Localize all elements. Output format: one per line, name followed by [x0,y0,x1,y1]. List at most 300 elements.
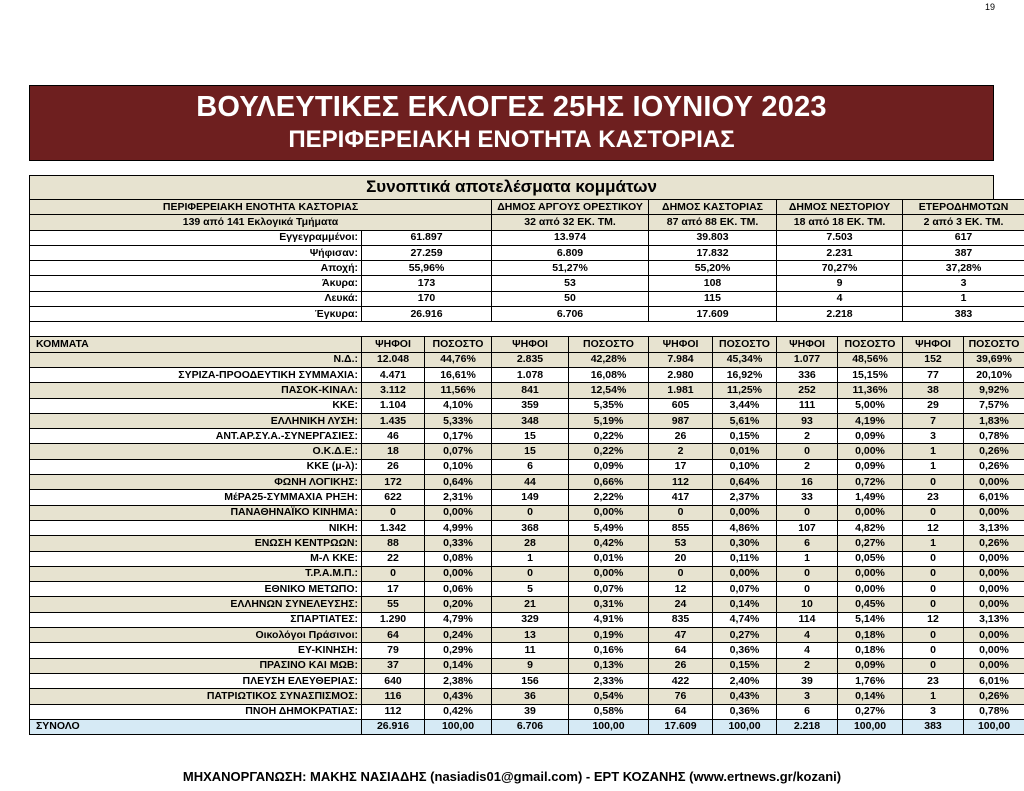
party-votes: 3.112 [362,383,425,398]
summary-value: 17.609 [649,307,777,322]
summary-value: 51,27% [492,261,649,276]
party-percent: 0,36% [713,643,777,658]
party-percent: 0,72% [838,475,903,490]
party-percent: 0,26% [964,536,1024,551]
party-percent: 16,61% [425,367,492,382]
summary-row [30,230,1024,245]
party-row [30,459,1024,474]
party-votes: 39 [492,704,569,719]
party-percent: 0,27% [838,536,903,551]
summary-value: 13.974 [492,230,649,245]
votes-header: ΨΗΦΟΙ [492,337,569,352]
party-votes: 23 [903,673,964,688]
party-row [30,566,1024,581]
party-votes: 1 [903,536,964,551]
party-percent: 0,00% [713,505,777,520]
percent-header: ΠΟΣΟΣΤΟ [713,337,777,352]
summary-value: 9 [777,276,903,291]
summary-value: 108 [649,276,777,291]
party-percent: 3,44% [713,398,777,413]
party-percent: 0,64% [713,475,777,490]
party-votes: 4 [777,643,838,658]
summary-value: 617 [903,230,1024,245]
party-percent: 0,14% [713,597,777,612]
summary-value: 55,20% [649,261,777,276]
summary-value: 70,27% [777,261,903,276]
party-votes: 1.290 [362,612,425,627]
party-votes: 156 [492,673,569,688]
party-percent: 3,13% [964,520,1024,535]
region-name: ΔΗΜΟΣ ΝΕΣΤΟΡΙΟΥ [777,200,903,215]
summary-value: 3 [903,276,1024,291]
party-votes: 252 [777,383,838,398]
section-title: Συνοπτικά αποτελέσματα κομμάτων [29,175,994,199]
party-votes: 0 [649,505,713,520]
party-percent: 0,42% [425,704,492,719]
party-votes: 36 [492,689,569,704]
party-row [30,505,1024,520]
party-votes: 0 [903,551,964,566]
party-percent: 0,00% [964,643,1024,658]
summary-label: Λευκά: [30,291,362,306]
party-votes: 1.078 [492,367,569,382]
votes-header: ΨΗΦΟΙ [649,337,713,352]
party-percent: 0,43% [425,689,492,704]
party-votes: 10 [777,597,838,612]
party-percent: 4,19% [838,413,903,428]
party-percent: 5,33% [425,413,492,428]
total-percent: 100,00 [964,719,1024,734]
party-percent: 0,29% [425,643,492,658]
party-percent: 0,07% [569,582,649,597]
party-percent: 2,40% [713,673,777,688]
region-sub: 32 από 32 ΕΚ. ΤΜ. [492,215,649,230]
party-percent: 0,00% [425,566,492,581]
total-row [30,719,1024,734]
summary-value: 2.218 [777,307,903,322]
party-percent: 48,56% [838,352,903,367]
party-votes: 37 [362,658,425,673]
region-header-row [30,200,1024,215]
party-row [30,551,1024,566]
party-votes: 77 [903,367,964,382]
party-votes: 1.342 [362,520,425,535]
party-votes: 28 [492,536,569,551]
summary-value: 53 [492,276,649,291]
summary-label: Ψήφισαν: [30,245,362,260]
party-percent: 0,00% [964,597,1024,612]
party-row [30,429,1024,444]
party-votes: 1.435 [362,413,425,428]
party-votes: 15 [492,444,569,459]
party-row [30,704,1024,719]
party-votes: 12 [903,520,964,535]
party-percent: 42,28% [569,352,649,367]
party-votes: 841 [492,383,569,398]
party-votes: 0 [903,658,964,673]
summary-value: 115 [649,291,777,306]
party-votes: 114 [777,612,838,627]
votes-header: ΨΗΦΟΙ [362,337,425,352]
party-percent: 1,49% [838,490,903,505]
party-votes: 13 [492,628,569,643]
party-percent: 6,01% [964,673,1024,688]
party-votes: 0 [362,505,425,520]
summary-label: Εγγεγραμμένοι: [30,230,362,245]
party-votes: 33 [777,490,838,505]
page-number: 19 [985,2,996,12]
summary-value: 7.503 [777,230,903,245]
party-row [30,383,1024,398]
party-votes: 22 [362,551,425,566]
party-row [30,367,1024,382]
party-votes: 987 [649,413,713,428]
party-votes: 18 [362,444,425,459]
party-percent: 11,36% [838,383,903,398]
party-percent: 5,00% [838,398,903,413]
party-percent: 4,99% [425,520,492,535]
party-votes: 640 [362,673,425,688]
party-percent: 12,54% [569,383,649,398]
party-name: ΠΑΝΑΘΗΝΑΪΚΟ ΚΙΝΗΜΑ: [30,505,362,520]
party-votes: 172 [362,475,425,490]
party-votes: 1 [903,459,964,474]
party-votes: 44 [492,475,569,490]
party-percent: 0,18% [838,628,903,643]
party-percent: 0,27% [713,628,777,643]
total-votes: 6.706 [492,719,569,734]
footer-credits: ΜΗΧΑΝΟΡΓΑΝΩΣΗ: ΜΑΚΗΣ ΝΑΣΙΑΔΗΣ (nasiadis01@gmail.com) - ΕΡΤ ΚΟΖΑΝΗΣ (www.ertnews.gr/kozani) [182,769,842,784]
party-percent: 0,00% [964,551,1024,566]
party-percent: 0,43% [713,689,777,704]
party-votes: 47 [649,628,713,643]
total-votes: 383 [903,719,964,734]
party-votes: 2.980 [649,367,713,382]
party-percent: 0,00% [713,566,777,581]
summary-value: 26.916 [362,307,492,322]
party-percent: 11,56% [425,383,492,398]
party-votes: 152 [903,352,964,367]
party-votes: 0 [903,505,964,520]
party-votes: 3 [903,429,964,444]
party-percent: 0,08% [425,551,492,566]
party-votes: 111 [777,398,838,413]
party-row [30,612,1024,627]
party-percent: 0,01% [713,444,777,459]
party-votes: 4.471 [362,367,425,382]
party-votes: 336 [777,367,838,382]
party-percent: 0,33% [425,536,492,551]
party-percent: 0,10% [713,459,777,474]
party-votes: 26 [649,429,713,444]
party-name: ΚΚΕ (μ-λ): [30,459,362,474]
summary-value: 37,28% [903,261,1024,276]
party-votes: 64 [362,628,425,643]
percent-header: ΠΟΣΟΣΤΟ [838,337,903,352]
party-votes: 0 [492,566,569,581]
party-name: ΠΝΟΗ ΔΗΜΟΚΡΑΤΙΑΣ: [30,704,362,719]
party-votes: 76 [649,689,713,704]
party-votes: 348 [492,413,569,428]
party-percent: 0,11% [713,551,777,566]
party-votes: 0 [903,628,964,643]
party-votes: 4 [777,628,838,643]
summary-value: 55,96% [362,261,492,276]
party-row [30,582,1024,597]
party-votes: 0 [903,597,964,612]
parties-header: ΚΟΜΜΑΤΑ [30,337,362,352]
party-percent: 0,14% [838,689,903,704]
party-percent: 0,78% [964,429,1024,444]
party-votes: 2 [777,658,838,673]
party-percent: 16,08% [569,367,649,382]
party-row [30,628,1024,643]
party-percent: 0,58% [569,704,649,719]
party-percent: 2,37% [713,490,777,505]
party-votes: 79 [362,643,425,658]
party-percent: 7,57% [964,398,1024,413]
party-percent: 6,01% [964,490,1024,505]
party-votes: 26 [649,658,713,673]
party-name: ΕΘΝΙΚΟ ΜΕΤΩΠΟ: [30,582,362,597]
party-name: ΠΑΣΟΚ-ΚΙΝΑΛ: [30,383,362,398]
party-votes: 6 [777,704,838,719]
party-percent: 0,42% [569,536,649,551]
party-percent: 0,00% [569,505,649,520]
summary-row [30,276,1024,291]
summary-value: 2.231 [777,245,903,260]
party-votes: 0 [903,582,964,597]
party-percent: 0,66% [569,475,649,490]
summary-value: 1 [903,291,1024,306]
party-percent: 0,14% [425,658,492,673]
total-percent: 100,00 [569,719,649,734]
party-votes: 0 [492,505,569,520]
summary-row [30,261,1024,276]
party-percent: 0,18% [838,643,903,658]
party-percent: 0,00% [964,582,1024,597]
party-percent: 0,31% [569,597,649,612]
total-votes: 26.916 [362,719,425,734]
party-votes: 0 [903,643,964,658]
party-row [30,536,1024,551]
party-votes: 15 [492,429,569,444]
party-votes: 53 [649,536,713,551]
party-percent: 0,45% [838,597,903,612]
region-sub: 2 από 3 ΕΚ. ΤΜ. [903,215,1024,230]
party-row [30,413,1024,428]
party-votes: 1 [777,551,838,566]
party-percent: 0,24% [425,628,492,643]
summary-value: 383 [903,307,1024,322]
party-percent: 0,64% [425,475,492,490]
region-name: ΔΗΜΟΣ ΑΡΓΟΥΣ ΟΡΕΣΤΙΚΟΥ [492,200,649,215]
summary-value: 6.706 [492,307,649,322]
party-percent: 0,15% [713,429,777,444]
party-percent: 0,09% [838,658,903,673]
party-votes: 16 [777,475,838,490]
page-subtitle: ΠΕΡΙΦΕΡΕΙΑΚΗ ΕΝΟΤΗΤΑ ΚΑΣΤΟΡΙΑΣ [288,126,735,153]
party-votes: 3 [777,689,838,704]
party-votes: 0 [777,582,838,597]
summary-label: Αποχή: [30,261,362,276]
party-votes: 7 [903,413,964,428]
party-votes: 93 [777,413,838,428]
region-name: ΔΗΜΟΣ ΚΑΣΤΟΡΙΑΣ [649,200,777,215]
region-sub: 18 από 18 ΕΚ. ΤΜ. [777,215,903,230]
party-percent: 9,92% [964,383,1024,398]
party-row [30,444,1024,459]
party-votes: 39 [777,673,838,688]
party-name: Ο.Κ.Δ.Ε.: [30,444,362,459]
page-title: ΒΟΥΛΕΥΤΙΚΕΣ ΕΚΛΟΓΕΣ 25ΗΣ ΙΟΥΝΙΟΥ 2023 [196,91,827,123]
region-sub-row [30,215,1024,230]
summary-value: 50 [492,291,649,306]
party-votes: 26 [362,459,425,474]
party-percent: 4,79% [425,612,492,627]
party-percent: 0,00% [838,566,903,581]
party-votes: 1 [492,551,569,566]
party-votes: 64 [649,643,713,658]
party-row [30,398,1024,413]
total-percent: 100,00 [838,719,903,734]
summary-value: 170 [362,291,492,306]
party-votes: 5 [492,582,569,597]
party-votes: 0 [903,475,964,490]
party-percent: 0,00% [964,628,1024,643]
party-votes: 6 [492,459,569,474]
summary-value: 387 [903,245,1024,260]
party-percent: 0,78% [964,704,1024,719]
party-percent: 0,22% [569,429,649,444]
party-percent: 2,22% [569,490,649,505]
party-name: ΠΡΑΣΙΝΟ ΚΑΙ ΜΩΒ: [30,658,362,673]
party-votes: 64 [649,704,713,719]
party-votes: 605 [649,398,713,413]
party-votes: 0 [362,566,425,581]
votes-header: ΨΗΦΟΙ [777,337,838,352]
party-votes: 0 [649,566,713,581]
party-name: ΚΚΕ: [30,398,362,413]
party-percent: 0,00% [569,566,649,581]
party-percent: 0,36% [713,704,777,719]
party-percent: 0,19% [569,628,649,643]
party-percent: 5,49% [569,520,649,535]
party-percent: 4,10% [425,398,492,413]
party-name: ΣΠΑΡΤΙΑΤΕΣ: [30,612,362,627]
party-votes: 107 [777,520,838,535]
party-percent: 0,54% [569,689,649,704]
total-percent: 100,00 [713,719,777,734]
party-percent: 45,34% [713,352,777,367]
party-percent: 20,10% [964,367,1024,382]
party-percent: 11,25% [713,383,777,398]
party-votes: 6 [777,536,838,551]
party-row [30,352,1024,367]
party-percent: 0,05% [838,551,903,566]
total-label: ΣΥΝΟΛΟ [30,719,362,734]
party-percent: 16,92% [713,367,777,382]
party-votes: 2 [649,444,713,459]
party-votes: 359 [492,398,569,413]
party-percent: 0,07% [713,582,777,597]
party-percent: 0,15% [713,658,777,673]
total-percent: 100,00 [425,719,492,734]
party-votes: 1.104 [362,398,425,413]
summary-value: 4 [777,291,903,306]
party-votes: 24 [649,597,713,612]
party-votes: 0 [777,444,838,459]
party-votes: 0 [777,505,838,520]
party-name: ΜέΡΑ25-ΣΥΜΜΑΧΙΑ ΡΗΞΗ: [30,490,362,505]
party-votes: 46 [362,429,425,444]
summary-value: 27.259 [362,245,492,260]
votes-header: ΨΗΦΟΙ [903,337,964,352]
party-percent: 0,00% [964,658,1024,673]
party-votes: 17 [362,582,425,597]
party-name: ΠΑΤΡΙΩΤΙΚΟΣ ΣΥΝΑΣΠΙΣΜΟΣ: [30,689,362,704]
party-name: Ν.Δ.: [30,352,362,367]
party-votes: 0 [903,566,964,581]
title-banner [29,85,994,161]
party-percent: 1,76% [838,673,903,688]
party-percent: 0,09% [838,429,903,444]
party-row [30,520,1024,535]
party-votes: 2.835 [492,352,569,367]
total-votes: 17.609 [649,719,713,734]
party-votes: 1.077 [777,352,838,367]
party-votes: 622 [362,490,425,505]
party-name: Τ.Ρ.Α.Μ.Π.: [30,566,362,581]
party-percent: 0,20% [425,597,492,612]
party-percent: 44,76% [425,352,492,367]
party-votes: 417 [649,490,713,505]
party-row [30,643,1024,658]
party-votes: 855 [649,520,713,535]
summary-value: 173 [362,276,492,291]
summary-label: Άκυρα: [30,276,362,291]
party-percent: 4,91% [569,612,649,627]
party-percent: 0,00% [425,505,492,520]
summary-row [30,245,1024,260]
party-votes: 23 [903,490,964,505]
party-votes: 20 [649,551,713,566]
party-name: ΕΥ-ΚΙΝΗΣΗ: [30,643,362,658]
party-percent: 0,07% [425,444,492,459]
party-votes: 9 [492,658,569,673]
party-percent: 0,09% [569,459,649,474]
percent-header: ΠΟΣΟΣΤΟ [425,337,492,352]
party-name: Μ-Λ ΚΚΕ: [30,551,362,566]
party-percent: 0,16% [569,643,649,658]
party-percent: 1,83% [964,413,1024,428]
party-votes: 21 [492,597,569,612]
party-votes: 149 [492,490,569,505]
party-percent: 0,06% [425,582,492,597]
party-percent: 2,33% [569,673,649,688]
party-votes: 1 [903,444,964,459]
party-percent: 0,00% [964,505,1024,520]
party-percent: 5,35% [569,398,649,413]
party-name: Οικολόγοι Πράσινοι: [30,628,362,643]
party-name: ΝΙΚΗ: [30,520,362,535]
party-percent: 0,09% [838,459,903,474]
party-votes: 329 [492,612,569,627]
party-votes: 29 [903,398,964,413]
party-name: ΣΥΡΙΖΑ-ΠΡΟΟΔΕΥΤΙΚΗ ΣΥΜΜΑΧΙΑ: [30,367,362,382]
region-name: ΕΤΕΡΟΔΗΜΟΤΩΝ [903,200,1024,215]
party-row [30,597,1024,612]
